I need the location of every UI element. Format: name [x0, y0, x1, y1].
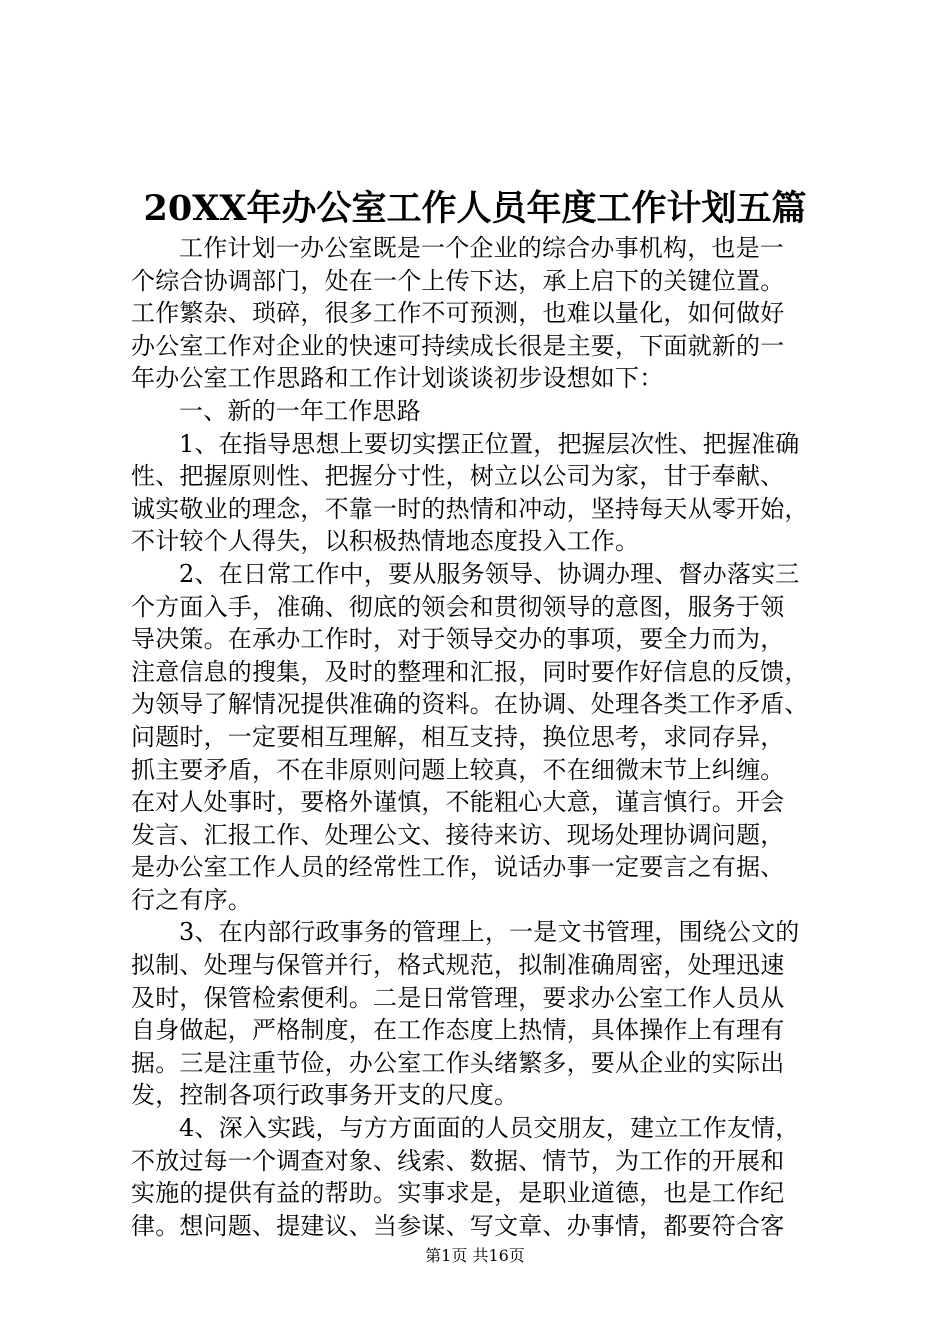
body-line: 律。想问题、提建议、当参谋、写文章、办事情，都要符合客 — [131, 1211, 785, 1240]
body-line: 1、在指导思想上要切实摆正位置，把握层次性、把握准确 — [179, 429, 800, 458]
document-title: 20XX年办公室工作人员年度工作计划五篇 — [143, 188, 807, 229]
body-line: 不计较个人得失，以积极热情地态度投入工作。 — [131, 527, 640, 556]
body-line: 4、深入实践，与方方面面的人员交朋友，建立工作友情， — [179, 1114, 800, 1143]
body-line: 年办公室工作思路和工作计划谈谈初步设想如下： — [131, 364, 664, 393]
body-line: 拟制、处理与保管并行，格式规范，拟制准确周密，处理迅速 — [131, 951, 785, 980]
body-line: 办公室工作对企业的快速可持续成长很是主要，下面就新的一 — [131, 331, 785, 360]
body-line: 在对人处事时，要格外谨慎，不能粗心大意，谨言慎行。开会 — [131, 788, 785, 817]
body-line: 据。三是注重节俭，办公室工作头绪繁多，要从企业的实际出 — [131, 1048, 785, 1077]
body-line: 3、在内部行政事务的管理上，一是文书管理，围绕公文的 — [179, 918, 800, 947]
body-line: 实施的提供有益的帮助。实事求是，是职业道德，也是工作纪 — [131, 1179, 785, 1208]
body-line: 自身做起，严格制度，在工作态度上热情，具体操作上有理有 — [131, 1016, 785, 1045]
body-line: 个综合协调部门，处在一个上传下达，承上启下的关键位置。 — [131, 266, 785, 295]
body-line: 一、新的一年工作思路 — [179, 396, 421, 425]
body-line: 注意信息的搜集，及时的整理和汇报，同时要作好信息的反馈， — [131, 657, 809, 686]
body-line: 是办公室工作人员的经常性工作，说话办事一定要言之有据、 — [131, 853, 785, 882]
body-line: 2、在日常工作中，要从服务领导、协调办理、督办落实三 — [179, 559, 800, 588]
page-footer: 第1页 共16页 — [425, 1246, 525, 1265]
body-line: 导决策。在承办工作时，对于领导交办的事项，要全力而为， — [131, 625, 785, 654]
body-line: 诚实敬业的理念，不靠一时的热情和冲动，坚持每天从零开始， — [131, 494, 809, 523]
body-line: 发言、汇报工作、处理公文、接待来访、现场处理协调问题， — [131, 820, 785, 849]
body-line: 抓主要矛盾，不在非原则问题上较真，不在细微末节上纠缠。 — [131, 755, 785, 784]
body-line: 及时，保管检索便利。二是日常管理，要求办公室工作人员从 — [131, 983, 785, 1012]
body-line: 发，控制各项行政事务开支的尺度。 — [131, 1081, 519, 1110]
document-body — [131, 232, 831, 1242]
body-line: 问题时，一定要相互理解，相互支持，换位思考，求同存异， — [131, 722, 785, 751]
body-line: 不放过每一个调查对象、线索、数据、情节，为工作的开展和 — [131, 1146, 785, 1175]
body-line: 行之有序。 — [131, 885, 252, 914]
body-line: 工作计划一办公室既是一个企业的综合办事机构，也是一 — [179, 234, 784, 262]
body-line: 为领导了解情况提供准确的资料。在协调、处理各类工作矛盾、 — [131, 690, 809, 719]
body-line: 工作繁杂、琐碎，很多工作不可预测，也难以量化，如何做好 — [131, 299, 785, 328]
body-line: 个方面入手，准确、彻底的领会和贯彻领导的意图，服务于领 — [131, 592, 785, 621]
body-line: 性、把握原则性、把握分寸性，树立以公司为家，甘于奉献、 — [131, 462, 785, 491]
